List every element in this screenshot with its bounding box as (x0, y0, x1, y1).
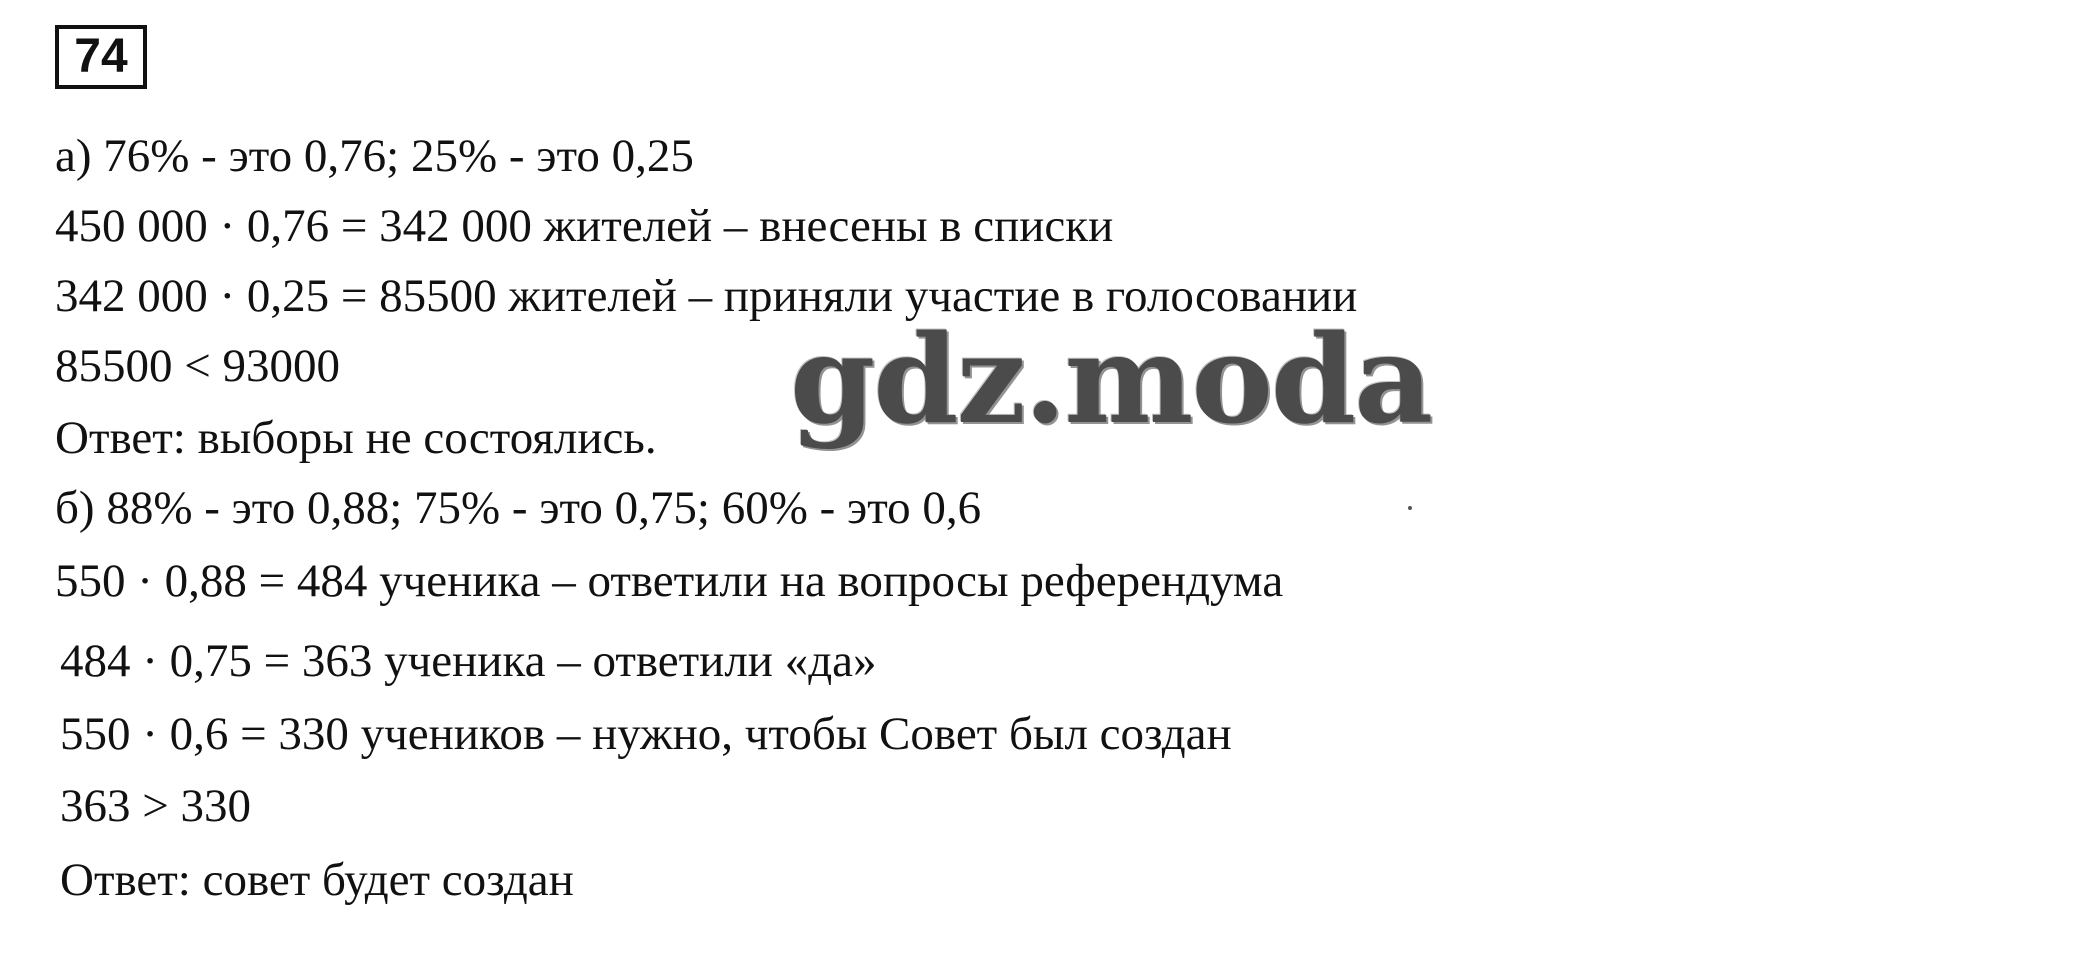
solution-line-b-intro: б) 88% - это 0,88; 75% - это 0,75; 60% - это 0,6 (55, 482, 982, 534)
solution-line-b-1: 550 · 0,88 = 484 ученика – ответили на вопросы референдума (55, 555, 1284, 607)
solution-line-b-4: 363 > 330 (60, 780, 252, 832)
solution-answer-a: Ответ: выборы не состоялись. (55, 412, 657, 464)
scan-speck (1408, 506, 1412, 510)
solution-answer-b: Ответ: совет будет создан (60, 854, 574, 906)
solution-line-b-2: 484 · 0,75 = 363 ученика – ответили «да» (60, 635, 877, 687)
solution-line-a-intro: а) 76% - это 0,76; 25% - это 0,25 (55, 130, 694, 182)
watermark-logo: gdz.moda (790, 307, 1432, 451)
solution-line-a-3: 85500 < 93000 (55, 340, 341, 392)
solution-line-a-1: 450 000 · 0,76 = 342 000 жителей – внесены в списки (55, 200, 1114, 252)
problem-number: 74 (55, 25, 147, 89)
solution-line-b-3: 550 · 0,6 = 330 учеников – нужно, чтобы Совет был создан (60, 708, 1232, 760)
solution-line-a-2: 342 000 · 0,25 = 85500 жителей – приняли участие в голосовании (55, 270, 1358, 322)
